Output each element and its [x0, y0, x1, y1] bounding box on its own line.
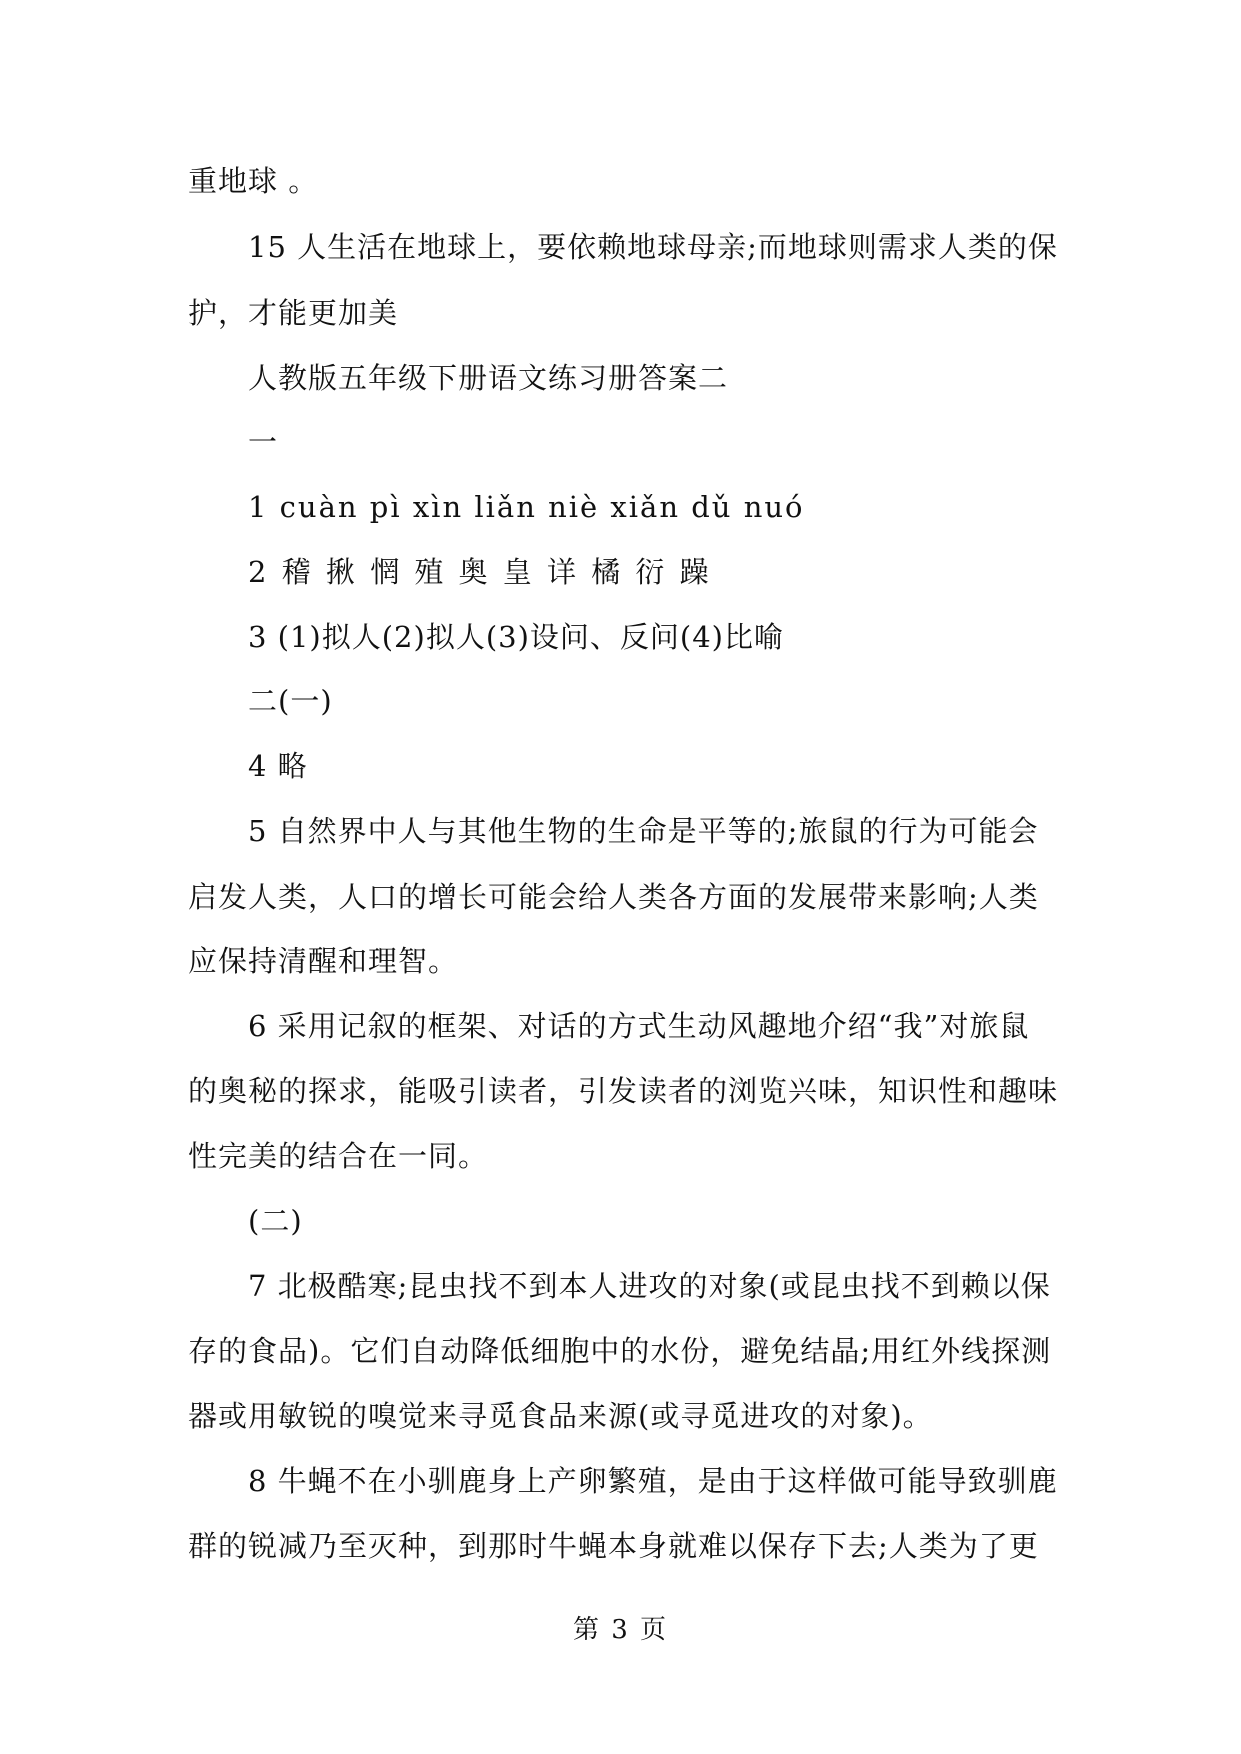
- paragraph-line: 6 采用记叙的框架、对话的方式生动风趣地介绍“我”对旅鼠: [248, 1009, 1030, 1043]
- answer-line: 2 稽 揪 惘 殖 奥 皇 详 橘 衍 躁: [248, 555, 712, 589]
- paragraph-line: 的奥秘的探求，能吸引读者，引发读者的浏览兴味，知识性和趣味: [188, 1074, 1059, 1108]
- answer-line: 3 (1)拟人(2)拟人(3)设问、反问(4)比喻: [248, 620, 784, 654]
- paragraph-line: 重地球 。: [188, 164, 319, 198]
- section-heading: 人教版五年级下册语文练习册答案二: [248, 361, 729, 395]
- page-number: 第 3 页: [572, 1615, 669, 1645]
- paragraph-line: 护，才能更加美: [188, 296, 399, 330]
- paragraph-line: 8 牛蝇不在小驯鹿身上产卵繁殖，是由于这样做可能导致驯鹿: [248, 1464, 1058, 1498]
- paragraph-line: 15 人生活在地球上，要依赖地球母亲;而地球则需求人类的保: [248, 230, 1058, 264]
- paragraph-line: 存的食品)。它们自动降低细胞中的水份，避免结晶;用红外线探测: [188, 1334, 1052, 1368]
- section-number: 一: [248, 425, 279, 459]
- paragraph-line: 群的锐减乃至灭种，到那时牛蝇本身就难以保存下去;人类为了更: [188, 1529, 1039, 1563]
- paragraph-line: 启发人类，人口的增长可能会给人类各方面的发展带来影响;人类: [188, 880, 1039, 914]
- answer-line: 4 略: [248, 749, 308, 783]
- paragraph-line: 7 北极酷寒;昆虫找不到本人进攻的对象(或昆虫找不到赖以保: [248, 1269, 1051, 1303]
- paragraph-line: 应保持清醒和理智。: [188, 944, 459, 978]
- paragraph-line: 器或用敏锐的嗅觉来寻觅食品来源(或寻觅进攻的对象)。: [188, 1399, 933, 1433]
- section-number: (二): [248, 1204, 303, 1238]
- paragraph-line: 5 自然界中人与其他生物的生命是平等的;旅鼠的行为可能会: [248, 814, 1039, 848]
- paragraph-line: 性完美的结合在一同。: [188, 1139, 489, 1173]
- answer-line: 1 cuàn pì xìn liǎn niè xiǎn dǔ nuó: [248, 490, 805, 524]
- section-number: 二(一): [248, 684, 333, 718]
